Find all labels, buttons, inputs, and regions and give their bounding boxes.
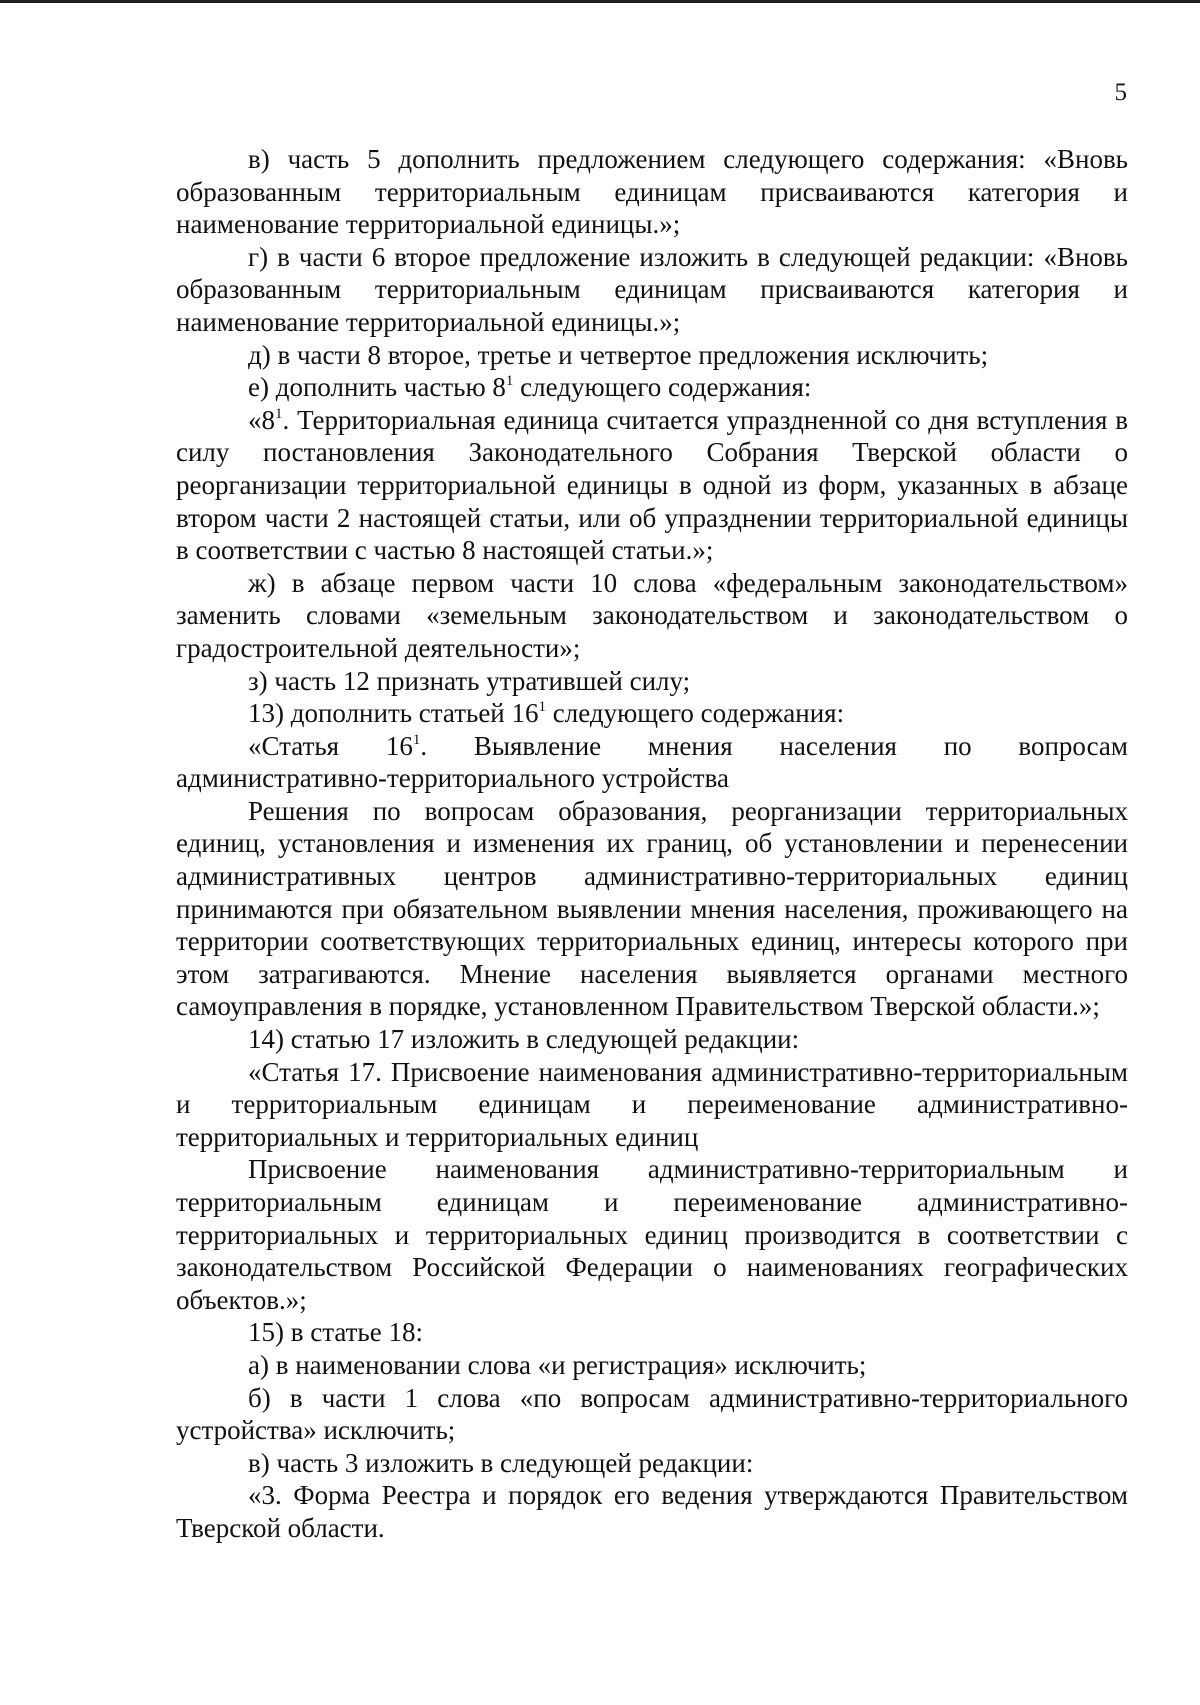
- article-heading: [176, 730, 1128, 763]
- paragraph-text: «Статья 16: [248, 730, 413, 761]
- page-number: 5: [1114, 79, 1127, 106]
- paragraph-text: . Территориальная единица считается упраздненной со дня вступления в силу постановления Законодательного Собрания Тверской области о реорганизации территориальной единицы в одной из форм, указанных в абзаце втором части 2 настоящей статьи, или об упразднении территориальной единицы в соответствии с частью 8 настоящей статьи.»;: [176, 404, 1128, 566]
- paragraph-text: 13) дополнить статьей 16: [248, 698, 539, 729]
- scan-top-border: [0, 0, 1200, 3]
- article-heading: «Статья 17. Присвоение наименования административно-территориальным и территориальным единицам и переименование административно-территориальных и территориальных единиц: [176, 1056, 1128, 1152]
- superscript-index: 1: [505, 373, 514, 390]
- paragraph: в) часть 5 дополнить предложением следующего содержания: «Вновь образованным территориальным единицам присваиваются категория и наименование территориальной единицы.»;: [176, 144, 1128, 240]
- paragraph-text: . Выявление мнения населения по вопросам: [420, 730, 1128, 761]
- superscript-index: 1: [275, 405, 283, 422]
- paragraph: 14) статью 17 изложить в следующей редакции:: [248, 1024, 800, 1055]
- paragraph: [176, 371, 1128, 404]
- paragraph: [176, 697, 1128, 730]
- paragraph-text: «8: [248, 404, 275, 435]
- superscript-index: 1: [412, 731, 421, 748]
- document-body: [176, 143, 1128, 1545]
- paragraph: [176, 404, 1128, 567]
- article-heading-continuation: административно-территориального устройства: [176, 763, 729, 794]
- paragraph: 15) в статье 18:: [248, 1317, 423, 1348]
- paragraph: Присвоение наименования административно-территориальным и территориальным единицам и переименование административно-территориальных и территориальных единиц производится в соответствии с законодательством Российской Федерации о наименованиях географических объектов.»;: [176, 1154, 1128, 1315]
- paragraph: ж) в абзаце первом части 10 слова «федеральным законодательством» заменить словами «земельным законодательством и законодательством о градостроительной деятельности»;: [176, 567, 1128, 663]
- paragraph: Решения по вопросам образования, реорганизации территориальных единиц, установления и изменения их границ, об установлении и перенесении административных центров административно-территориальных единиц принимаются при обязательном выявлении мнения населения, проживающего на территории соответствующих территориальных единиц, интересы которого при этом затрагиваются. Мнение населения выявляется органами местного самоуправления в порядке, установленном Правительством Тверской области.»;: [176, 795, 1128, 1022]
- paragraph: в) часть 3 изложить в следующей редакции:: [248, 1447, 754, 1478]
- paragraph: «3. Форма Реестра и порядок его ведения утверждаются Правительством Тверской области.: [176, 1480, 1128, 1543]
- paragraph: д) в части 8 второе, третье и четвертое предложения исключить;: [248, 339, 989, 370]
- paragraph: б) в части 1 слова «по вопросам административно-территориального устройства» исключить;: [176, 1382, 1128, 1446]
- paragraph-text: следующего содержания:: [513, 372, 812, 403]
- paragraph: а) в наименовании слова «и регистрация» исключить;: [248, 1349, 867, 1380]
- paragraph: г) в части 6 второе предложение изложить в следующей редакции: «Вновь образованным территориальным единицам присваиваются категория и наименование территориальной единицы.»;: [176, 241, 1128, 337]
- paragraph-text: е) дополнить частью 8: [248, 372, 506, 403]
- superscript-index: 1: [538, 699, 547, 716]
- paragraph: з) часть 12 признать утратившей силу;: [248, 665, 691, 696]
- paragraph-text: следующего содержания:: [546, 698, 845, 729]
